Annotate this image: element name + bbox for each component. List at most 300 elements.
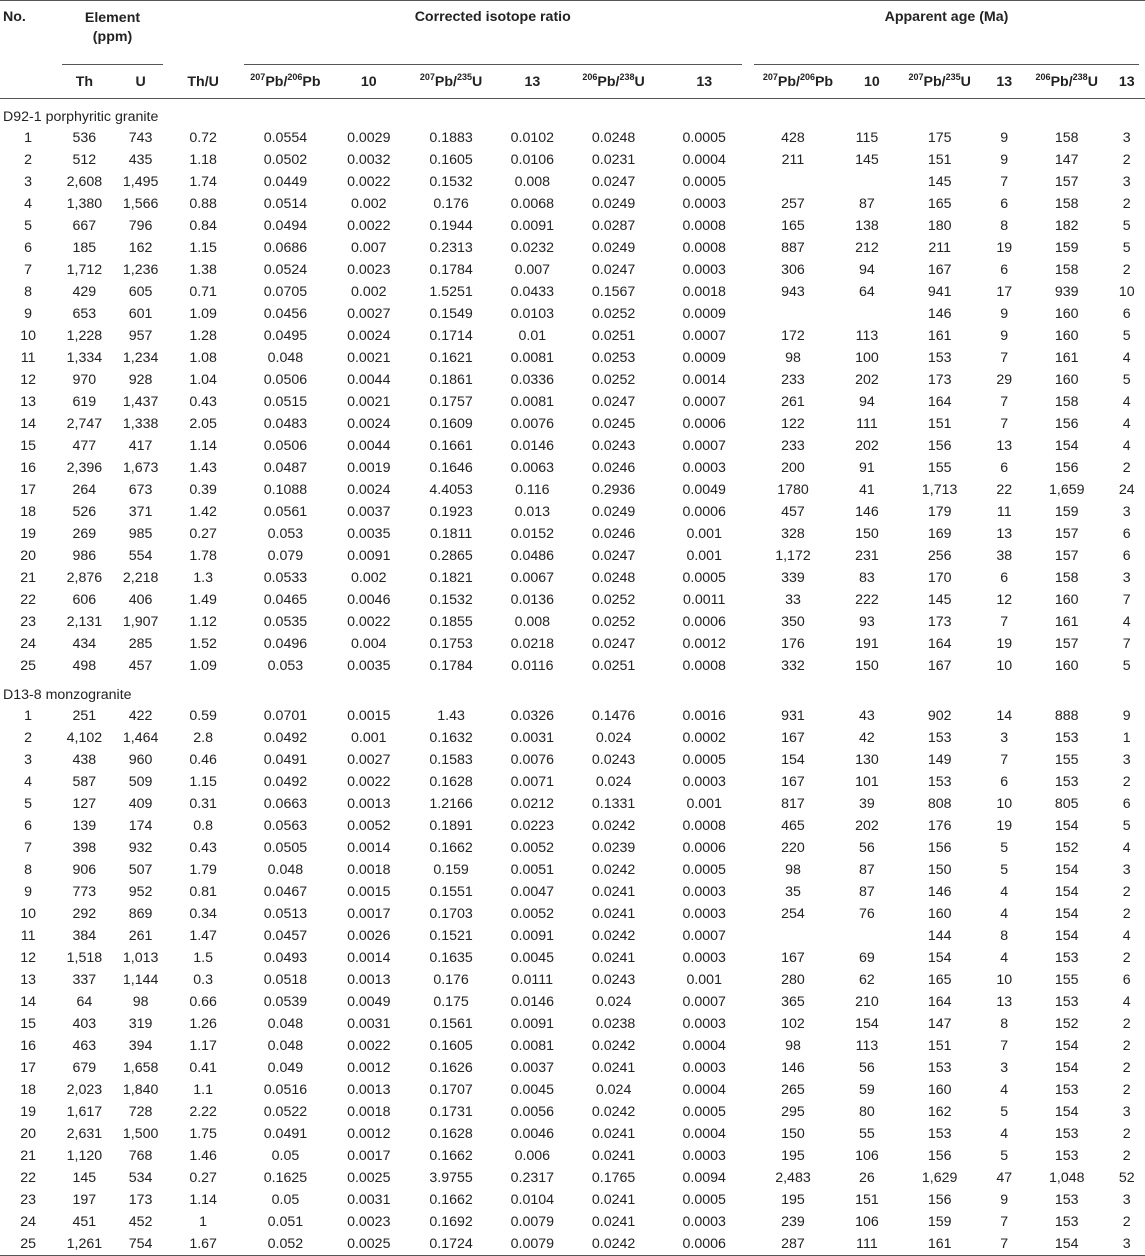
cell-age-pb207-u235: 153: [927, 730, 952, 746]
cell-ratio-pb206-u238: 0.0247: [591, 394, 636, 410]
cell-th: 429: [72, 284, 97, 300]
cell-no: 15: [20, 438, 37, 454]
cell-age-err-2: 7: [1000, 1038, 1009, 1054]
cell-th: 451: [72, 1214, 97, 1230]
cell-th: 145: [72, 1170, 97, 1186]
cell-ratio-pb207-u235: 0.1635: [429, 950, 473, 966]
cell-ratio-err-2: 0.0433: [510, 284, 555, 300]
cell-age-pb206-u238: 1,659: [1048, 482, 1085, 498]
cell-age-err-2: 13: [996, 994, 1013, 1010]
header-row-columns: [0, 65, 1145, 99]
cell-u: 435: [128, 152, 153, 168]
table-row: [0, 171, 1145, 193]
cell-age-pb206-u238: 154: [1054, 818, 1079, 834]
cell-age-err-1: 202: [855, 818, 879, 834]
cell-ratio-pb207-pb206: 0.0563: [263, 818, 308, 834]
cell-ratio-pb206-u238: 0.0247: [591, 262, 636, 278]
cell-ratio-pb206-u238: 0.0241: [591, 1126, 636, 1142]
cell-age-err-3: 4: [1122, 614, 1131, 630]
col-header-pb206-u238: $^{206}$Pb/$^{238}$U: [582, 71, 645, 90]
section-title: D92-1 porphyritic granite: [3, 109, 159, 125]
cell-ratio-err-1: 0.0017: [347, 906, 391, 922]
cell-age-err-1: 87: [859, 862, 875, 878]
section-header-row: [0, 677, 1145, 705]
cell-u: 173: [128, 1192, 153, 1208]
cell-age-pb206-u238: 1,048: [1048, 1170, 1085, 1186]
cell-age-pb206-u238: 154: [1054, 862, 1079, 878]
cell-age-pb206-u238: 158: [1054, 130, 1079, 146]
cell-age-pb206-u238: 153: [1054, 730, 1079, 746]
col-header-age-err-1: 10: [864, 73, 880, 90]
cell-ratio-err-1: 0.0029: [347, 130, 391, 146]
cell-ratio-err-1: 0.002: [351, 196, 387, 212]
cell-no: 18: [20, 504, 37, 520]
cell-age-pb206-u238: 153: [1054, 1148, 1079, 1164]
cell-age-pb207-pb206: 167: [781, 730, 805, 746]
cell-ratio-err-3: 0.0007: [682, 328, 726, 344]
cell-th-u: 0.39: [189, 482, 217, 498]
table-row: [0, 771, 1145, 793]
cell-ratio-err-3: 0.0005: [682, 1192, 726, 1208]
cell-ratio-pb206-u238: 0.0238: [591, 1016, 636, 1032]
col-header-u: U: [135, 73, 146, 90]
cell-ratio-err-2: 0.0076: [510, 416, 555, 432]
cell-age-err-3: 3: [1122, 1192, 1131, 1208]
cell-age-pb207-pb206: 165: [781, 218, 805, 234]
cell-age-pb207-pb206: 931: [781, 708, 805, 724]
cell-age-err-1: 113: [855, 328, 879, 344]
cell-th: 526: [72, 504, 97, 520]
cell-age-err-3: 2: [1122, 884, 1131, 900]
cell-age-pb207-u235: 155: [927, 460, 952, 476]
cell-th-u: 1.3: [193, 570, 213, 586]
cell-ratio-pb206-u238: 0.0243: [591, 972, 636, 988]
cell-ratio-err-1: 0.0022: [347, 1038, 391, 1054]
cell-age-pb207-u235: 164: [927, 636, 952, 652]
cell-age-err-2: 8: [1000, 218, 1009, 234]
cell-ratio-pb207-u235: 0.1821: [429, 570, 473, 586]
table-row: [0, 127, 1145, 149]
cell-th: 667: [72, 218, 97, 234]
cell-age-pb207-pb206: 33: [785, 592, 801, 608]
cell-age-err-2: 6: [1000, 570, 1009, 586]
cell-ratio-err-3: 0.0049: [682, 482, 726, 498]
cell-age-err-1: 87: [859, 884, 875, 900]
cell-ratio-pb207-pb206: 0.0493: [263, 950, 308, 966]
cell-ratio-err-3: 0.0004: [682, 152, 726, 168]
cell-u: 507: [128, 862, 153, 878]
cell-age-pb206-u238: 805: [1054, 796, 1079, 812]
cell-age-err-2: 5: [1000, 840, 1009, 856]
cell-age-pb207-u235: 154: [927, 950, 952, 966]
cell-ratio-err-1: 0.0049: [347, 994, 391, 1010]
cell-ratio-pb206-u238: 0.0241: [591, 906, 636, 922]
cell-age-pb206-u238: 154: [1054, 1060, 1079, 1076]
cell-age-pb207-u235: 160: [927, 1082, 952, 1098]
cell-ratio-err-3: 0.0005: [682, 862, 726, 878]
cell-ratio-err-3: 0.0006: [682, 1236, 726, 1252]
cell-age-pb207-u235: 1,713: [921, 482, 958, 498]
cell-th: 2,396: [66, 460, 103, 476]
cell-ratio-pb207-pb206: 0.049: [267, 1060, 304, 1076]
cell-age-pb207-pb206: [748, 171, 848, 193]
cell-ratio-pb207-pb206: 0.048: [267, 1038, 304, 1054]
cell-ratio-pb206-u238: 0.0287: [591, 218, 636, 234]
cell-ratio-pb207-pb206: 0.0487: [263, 460, 308, 476]
cell-ratio-pb207-pb206: 0.0467: [263, 884, 308, 900]
cell-age-pb207-u235: 175: [927, 130, 952, 146]
cell-ratio-pb207-u235: 0.1532: [429, 174, 473, 190]
cell-ratio-pb207-pb206: 0.0539: [263, 994, 308, 1010]
cell-ratio-pb206-u238: 0.0251: [591, 328, 636, 344]
cell-th: 64: [76, 994, 93, 1010]
cell-age-err-2: 6: [1000, 262, 1009, 278]
cell-ratio-err-1: 0.0018: [347, 1104, 391, 1120]
cell-age-pb207-u235: 180: [927, 218, 952, 234]
cell-age-pb206-u238: 158: [1054, 196, 1079, 212]
cell-th: 498: [72, 658, 97, 674]
cell-age-err-3: 3: [1122, 862, 1131, 878]
cell-th: 679: [72, 1060, 97, 1076]
cell-ratio-pb207-pb206: 0.0492: [263, 730, 308, 746]
cell-u: 1,464: [122, 730, 159, 746]
cell-ratio-err-3: 0.0008: [682, 658, 726, 674]
cell-ratio-pb207-pb206: 0.0533: [263, 570, 308, 586]
cell-no: 24: [20, 1214, 37, 1230]
cell-age-pb207-pb206: 887: [781, 240, 805, 256]
cell-age-pb207-pb206: 200: [781, 460, 805, 476]
cell-th: 139: [72, 818, 97, 834]
table-row: [0, 1189, 1145, 1211]
cell-ratio-pb206-u238: 0.0241: [591, 1148, 636, 1164]
cell-ratio-pb207-pb206: 0.0502: [263, 152, 308, 168]
cell-ratio-err-3: 0.0003: [682, 460, 726, 476]
table-row: [0, 1233, 1145, 1256]
cell-ratio-pb207-pb206: 0.05: [271, 1148, 300, 1164]
cell-age-err-3: 3: [1122, 570, 1131, 586]
cell-th-u: 1.17: [189, 1038, 217, 1054]
cell-th-u: 0.81: [189, 884, 217, 900]
cell-age-pb207-u235: 151: [927, 152, 952, 168]
cell-ratio-pb207-pb206: 0.0513: [263, 906, 308, 922]
cell-th-u: 1.67: [189, 1236, 217, 1252]
cell-ratio-err-2: 0.007: [514, 262, 551, 278]
cell-age-pb206-u238: 153: [1054, 1082, 1079, 1098]
cell-ratio-err-3: 0.0005: [682, 752, 726, 768]
cell-age-pb206-u238: 153: [1054, 774, 1079, 790]
cell-no: 23: [20, 614, 37, 630]
cell-age-pb206-u238: 157: [1054, 636, 1079, 652]
cell-ratio-pb207-u235: 0.1583: [429, 752, 473, 768]
cell-age-pb206-u238: 147: [1054, 152, 1079, 168]
cell-ratio-err-3: 0.0008: [682, 240, 726, 256]
cell-age-pb206-u238: 152: [1054, 1016, 1079, 1032]
cell-th-u: 0.8: [193, 818, 213, 834]
cell-ratio-pb206-u238: 0.0247: [591, 636, 636, 652]
cell-ratio-err-2: 0.0111: [511, 972, 553, 988]
cell-ratio-pb206-u238: 0.0248: [591, 570, 636, 586]
cell-th: 512: [72, 152, 97, 168]
cell-age-pb207-pb206: 154: [781, 752, 805, 768]
cell-no: 9: [24, 306, 33, 322]
cell-ratio-err-3: 0.001: [686, 972, 722, 988]
table-row: [0, 567, 1145, 589]
cell-age-err-3: 5: [1122, 658, 1131, 674]
cell-th-u: 1.12: [189, 614, 217, 630]
cell-ratio-pb207-u235: 0.1632: [429, 730, 473, 746]
cell-ratio-pb207-u235: 0.1855: [429, 614, 473, 630]
cell-u: 1,673: [122, 460, 159, 476]
cell-age-pb207-pb206: 339: [781, 570, 805, 586]
cell-u: 1,234: [122, 350, 159, 366]
cell-age-pb206-u238: 153: [1054, 1192, 1079, 1208]
table-row: [0, 991, 1145, 1013]
table-row: [0, 815, 1145, 837]
cell-age-err-3: 2: [1122, 906, 1131, 922]
table-row: [0, 1057, 1145, 1079]
cell-age-err-3: 24: [1118, 482, 1135, 498]
cell-age-err-3: 2: [1122, 196, 1131, 212]
cell-th-u: 0.66: [189, 994, 217, 1010]
cell-th-u: 1.75: [189, 1126, 217, 1142]
cell-ratio-pb207-pb206: 0.0492: [263, 774, 308, 790]
cell-age-err-3: 4: [1122, 438, 1131, 454]
cell-ratio-err-1: 0.0091: [347, 548, 391, 564]
cell-u: 1,437: [122, 394, 159, 410]
cell-ratio-pb206-u238: 0.1765: [591, 1170, 636, 1186]
cell-age-err-1: [848, 303, 896, 325]
cell-u: 174: [128, 818, 153, 834]
cell-u: 1,338: [122, 416, 159, 432]
cell-u: 1,566: [122, 196, 159, 212]
cell-th-u: 0.27: [189, 1170, 217, 1186]
cell-ratio-pb207-pb206: 0.048: [267, 1016, 304, 1032]
cell-th: 292: [72, 906, 97, 922]
cell-ratio-err-3: 0.0007: [682, 438, 726, 454]
cell-ratio-pb207-pb206: 0.048: [267, 350, 304, 366]
cell-ratio-pb206-u238: 0.0242: [591, 862, 636, 878]
cell-u: 728: [128, 1104, 153, 1120]
cell-no: 4: [24, 196, 33, 212]
cell-ratio-err-2: 0.0056: [510, 1104, 555, 1120]
cell-u: 796: [128, 218, 153, 234]
cell-age-err-1: 80: [859, 1104, 875, 1120]
cell-ratio-pb207-u235: 0.176: [433, 196, 469, 212]
cell-ratio-pb207-pb206: 0.079: [267, 548, 304, 564]
cell-th: 986: [72, 548, 97, 564]
cell-age-pb207-u235: 162: [927, 1104, 952, 1120]
cell-ratio-err-3: 0.001: [686, 796, 722, 812]
cell-ratio-err-3: 0.0003: [682, 884, 726, 900]
cell-th-u: 0.71: [189, 284, 217, 300]
cell-age-err-1: 150: [855, 526, 879, 542]
cell-u: 457: [128, 658, 153, 674]
cell-th: 127: [72, 796, 97, 812]
cell-age-err-2: 9: [1000, 1192, 1009, 1208]
cell-age-err-2: 5: [1000, 1148, 1009, 1164]
cell-age-err-2: 7: [1000, 416, 1009, 432]
cell-no: 9: [24, 884, 33, 900]
cell-ratio-pb207-u235: 0.1532: [429, 592, 473, 608]
cell-age-pb207-pb206: 1,172: [775, 548, 811, 564]
cell-ratio-pb207-u235: 0.1757: [429, 394, 473, 410]
cell-ratio-pb206-u238: 0.2936: [591, 482, 636, 498]
cell-age-pb206-u238: 160: [1054, 592, 1079, 608]
cell-th-u: 1.09: [189, 658, 217, 674]
cell-age-pb207-pb206: 233: [781, 438, 805, 454]
table-body: [0, 99, 1145, 1256]
table-row: [0, 1123, 1145, 1145]
table-row: [0, 589, 1145, 611]
cell-age-err-2: 7: [1000, 394, 1009, 410]
cell-th-u: 1: [199, 1214, 208, 1230]
cell-th-u: 0.27: [189, 526, 217, 542]
cell-age-pb207-u235: 153: [927, 774, 952, 790]
cell-no: 16: [20, 1038, 37, 1054]
cell-th: 619: [72, 394, 97, 410]
cell-age-err-1: 130: [855, 752, 879, 768]
cell-age-err-1: 76: [859, 906, 875, 922]
cell-age-err-1: 106: [855, 1214, 879, 1230]
cell-th-u: 1.79: [189, 862, 217, 878]
col-header-no: No.: [3, 9, 26, 25]
cell-ratio-err-3: 0.0002: [682, 730, 726, 746]
cell-th: 264: [72, 482, 97, 498]
cell-ratio-pb206-u238: 0.0242: [591, 928, 636, 944]
cell-age-err-3: 4: [1122, 928, 1131, 944]
cell-ratio-pb206-u238: 0.0242: [591, 818, 636, 834]
cell-ratio-err-2: 0.0104: [510, 1192, 555, 1208]
cell-ratio-pb207-u235: 0.1628: [429, 1126, 473, 1142]
cell-ratio-err-3: 0.001: [686, 548, 722, 564]
cell-ratio-err-3: 0.0007: [682, 994, 726, 1010]
cell-u: 394: [128, 1038, 153, 1054]
cell-ratio-err-1: 0.0022: [347, 614, 391, 630]
cell-th: 251: [72, 708, 97, 724]
cell-ratio-pb207-pb206: 0.1088: [263, 482, 308, 498]
cell-th-u: 0.43: [189, 840, 217, 856]
cell-ratio-err-2: 0.0046: [510, 1126, 555, 1142]
cell-age-err-2: 5: [1000, 862, 1009, 878]
cell-ratio-err-3: 0.0094: [682, 1170, 726, 1186]
cell-ratio-pb207-u235: 0.2313: [429, 240, 473, 256]
cell-age-err-2: 7: [1000, 752, 1009, 768]
col-header-element: Element (ppm): [56, 1, 169, 66]
cell-age-err-3: 10: [1118, 284, 1135, 300]
cell-th: 2,023: [66, 1082, 103, 1098]
cell-ratio-err-1: 0.0024: [347, 416, 391, 432]
cell-age-pb207-pb206: 98: [785, 350, 801, 366]
cell-ratio-err-2: 0.0081: [510, 1038, 555, 1054]
col-header-err-1: 10: [360, 73, 377, 90]
cell-ratio-pb207-u235: 0.1923: [429, 504, 473, 520]
cell-age-err-2: 9: [1000, 306, 1009, 322]
cell-ratio-err-3: 0.0003: [682, 196, 726, 212]
cell-th-u: 1.08: [189, 350, 217, 366]
cell-age-err-1: 62: [859, 972, 875, 988]
cell-ratio-pb207-u235: 0.176: [433, 972, 469, 988]
cell-ratio-pb206-u238: 0.0248: [591, 130, 636, 146]
table-row: [0, 749, 1145, 771]
cell-age-pb207-pb206: 239: [781, 1214, 805, 1230]
cell-age-pb206-u238: 161: [1054, 614, 1079, 630]
cell-age-err-2: 4: [1000, 1126, 1009, 1142]
table-row: [0, 369, 1145, 391]
cell-age-err-3: 7: [1122, 592, 1131, 608]
cell-th: 337: [72, 972, 97, 988]
cell-ratio-err-2: 0.0051: [510, 862, 555, 878]
cell-u: 932: [128, 840, 153, 856]
cell-ratio-pb207-u235: 0.1605: [429, 152, 473, 168]
cell-age-err-2: 38: [996, 548, 1013, 564]
cell-th-u: 1.28: [189, 328, 217, 344]
cell-ratio-pb206-u238: 0.0241: [591, 1214, 636, 1230]
cell-age-pb207-u235: 167: [927, 262, 952, 278]
cell-age-pb207-pb206: 172: [781, 328, 805, 344]
cell-age-pb206-u238: 154: [1054, 884, 1079, 900]
cell-ratio-err-1: 0.0032: [347, 152, 391, 168]
cell-ratio-pb207-pb206: 0.0495: [263, 328, 308, 344]
cell-age-pb206-u238: 158: [1054, 394, 1079, 410]
cell-age-err-3: 2: [1122, 1016, 1131, 1032]
cell-th: 438: [72, 752, 97, 768]
table-row: [0, 1035, 1145, 1057]
cell-age-pb207-pb206: 195: [781, 1192, 805, 1208]
cell-age-pb207-pb206: 257: [781, 196, 805, 212]
cell-age-err-3: 3: [1122, 752, 1131, 768]
cell-age-pb207-u235: 145: [927, 592, 952, 608]
cell-age-pb207-u235: 150: [927, 862, 952, 878]
cell-age-err-1: 210: [855, 994, 879, 1010]
cell-ratio-pb206-u238: 0.0241: [591, 1060, 636, 1076]
cell-age-err-1: 94: [859, 394, 875, 410]
cell-ratio-err-2: 0.0063: [510, 460, 555, 476]
cell-ratio-pb207-u235: 0.175: [433, 994, 469, 1010]
cell-age-pb207-u235: 159: [927, 1214, 952, 1230]
cell-age-pb206-u238: 158: [1054, 262, 1079, 278]
cell-ratio-err-3: 0.0012: [682, 636, 726, 652]
cell-ratio-pb207-u235: 0.1646: [429, 460, 473, 476]
cell-ratio-err-1: 0.0044: [347, 438, 391, 454]
cell-age-err-1: 87: [859, 196, 875, 212]
cell-th-u: 0.46: [189, 752, 217, 768]
cell-ratio-pb207-u235: 0.1883: [429, 130, 473, 146]
cell-ratio-err-2: 0.0076: [510, 752, 555, 768]
cell-age-err-3: 6: [1122, 306, 1131, 322]
cell-age-pb206-u238: 160: [1054, 328, 1079, 344]
cell-ratio-err-3: 0.0003: [682, 1148, 726, 1164]
cell-age-err-2: 12: [996, 592, 1013, 608]
cell-age-err-1: 55: [859, 1126, 875, 1142]
cell-age-pb206-u238: 156: [1054, 416, 1079, 432]
cell-age-pb207-pb206: 306: [781, 262, 805, 278]
cell-ratio-pb206-u238: 0.1331: [591, 796, 636, 812]
cell-no: 17: [20, 482, 37, 498]
cell-ratio-err-2: 0.0071: [510, 774, 555, 790]
cell-ratio-pb207-pb206: 0.0491: [263, 1126, 308, 1142]
cell-th: 1,120: [66, 1148, 103, 1164]
cell-ratio-pb206-u238: 0.0247: [591, 548, 636, 564]
cell-no: 13: [20, 972, 37, 988]
cell-th: 1,617: [66, 1104, 103, 1120]
cell-age-pb206-u238: 154: [1054, 438, 1079, 454]
cell-ratio-err-1: 0.0023: [347, 262, 391, 278]
cell-age-pb206-u238: 152: [1054, 840, 1079, 856]
cell-age-pb206-u238: 154: [1054, 1104, 1079, 1120]
cell-ratio-pb207-u235: 0.1724: [429, 1236, 473, 1252]
cell-ratio-err-3: 0.0003: [682, 1060, 726, 1076]
table-row: [0, 859, 1145, 881]
